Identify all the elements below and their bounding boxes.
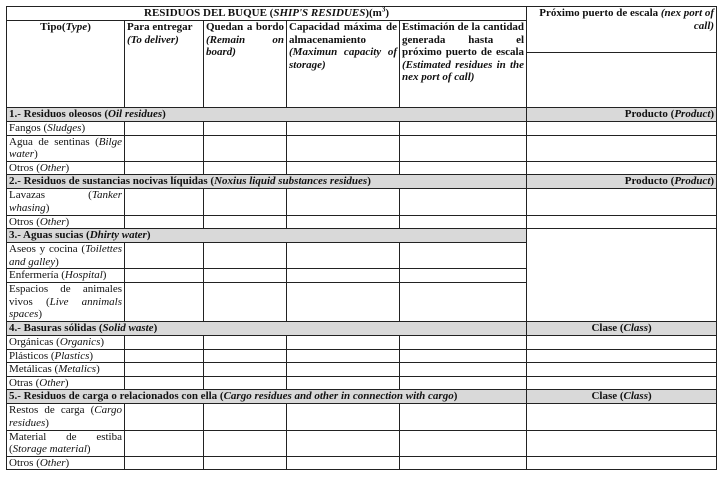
to-deliver-field[interactable] <box>125 243 204 269</box>
capacity-field[interactable] <box>287 349 400 363</box>
section-title: 1.- Residuos oleosos (Oil residues) <box>7 108 527 122</box>
row-label: Orgánicas (Organics) <box>7 335 125 349</box>
row-label: Enfermería (Hospital) <box>7 269 125 283</box>
remain-field[interactable] <box>204 243 287 269</box>
section-title: 3.- Aguas sucias (Dhirty water) <box>7 229 527 243</box>
header-max-capacity: Capacidad máxima de almacenamiento (Maximun capacity of storage) <box>287 21 400 108</box>
section-title: 4.- Basuras sólidas (Solid waste) <box>7 321 527 335</box>
section-dirty-water <box>7 229 717 243</box>
remain-field[interactable] <box>204 335 287 349</box>
residues-form <box>6 6 716 470</box>
table-row <box>7 122 717 136</box>
next-port-field[interactable] <box>527 376 717 390</box>
capacity-field[interactable] <box>287 161 400 175</box>
table-row <box>7 161 717 175</box>
capacity-field[interactable] <box>287 404 400 430</box>
remain-field[interactable] <box>204 282 287 321</box>
section-title: 2.- Residuos de sustancias nocivas líquidas (Noxius liquid substances residues) <box>7 175 527 189</box>
estimate-field[interactable] <box>400 282 527 321</box>
next-port-field[interactable] <box>527 135 717 161</box>
section-side-label: Producto (Product) <box>527 175 717 189</box>
to-deliver-field[interactable] <box>125 135 204 161</box>
next-port-field[interactable] <box>527 189 717 215</box>
section-side-label: Producto (Product) <box>527 108 717 122</box>
to-deliver-field[interactable] <box>125 376 204 390</box>
capacity-field[interactable] <box>287 335 400 349</box>
capacity-field[interactable] <box>287 282 400 321</box>
next-port-field[interactable] <box>527 404 717 430</box>
ship-residues-table <box>6 6 717 470</box>
to-deliver-field[interactable] <box>125 456 204 470</box>
remain-field[interactable] <box>204 430 287 456</box>
next-port-field[interactable] <box>527 456 717 470</box>
estimate-field[interactable] <box>400 215 527 229</box>
next-port-field[interactable] <box>527 335 717 349</box>
remain-field[interactable] <box>204 215 287 229</box>
row-label: Otros (Other) <box>7 161 125 175</box>
next-port-field[interactable] <box>527 215 717 229</box>
remain-field[interactable] <box>204 135 287 161</box>
estimate-field[interactable] <box>400 404 527 430</box>
capacity-field[interactable] <box>287 363 400 377</box>
remain-field[interactable] <box>204 349 287 363</box>
capacity-field[interactable] <box>287 456 400 470</box>
to-deliver-field[interactable] <box>125 189 204 215</box>
next-port-field[interactable] <box>527 430 717 456</box>
remain-field[interactable] <box>204 456 287 470</box>
header-type: Tipo(Type) <box>7 21 125 108</box>
remain-field[interactable] <box>204 122 287 136</box>
remain-field[interactable] <box>204 269 287 283</box>
remain-field[interactable] <box>204 161 287 175</box>
row-label: Aseos y cocina (Toilettes and galley) <box>7 243 125 269</box>
capacity-field[interactable] <box>287 269 400 283</box>
estimate-field[interactable] <box>400 376 527 390</box>
header-remain-on-board: Quedan a bordo (Remain on board) <box>204 21 287 108</box>
estimate-field[interactable] <box>400 135 527 161</box>
next-port-field[interactable] <box>527 363 717 377</box>
table-row <box>7 349 717 363</box>
row-label: Lavazas (Tanker whasing) <box>7 189 125 215</box>
row-label: Agua de sentinas (Bilge water) <box>7 135 125 161</box>
section-oil-residues <box>7 108 717 122</box>
to-deliver-field[interactable] <box>125 335 204 349</box>
table-row <box>7 404 717 430</box>
table-row <box>7 135 717 161</box>
table-row <box>7 363 717 377</box>
section-noxious-liquid <box>7 175 717 189</box>
next-port-field[interactable] <box>527 161 717 175</box>
estimate-field[interactable] <box>400 456 527 470</box>
table-row <box>7 456 717 470</box>
table-row <box>7 335 717 349</box>
section-title: 5.- Residuos de carga o relacionados con ella (Cargo residues and other in connection with cargo) <box>7 390 527 404</box>
table-row <box>7 189 717 215</box>
remain-field[interactable] <box>204 404 287 430</box>
estimate-field[interactable] <box>400 269 527 283</box>
table-title: RESIDUOS DEL BUQUE (SHIP'S $RESIDUES)(m^3)$ <box>7 7 527 21</box>
table-row <box>7 430 717 456</box>
estimate-field[interactable] <box>400 243 527 269</box>
estimate-field[interactable] <box>400 430 527 456</box>
capacity-field[interactable] <box>287 376 400 390</box>
remain-field[interactable] <box>204 363 287 377</box>
to-deliver-field[interactable] <box>125 161 204 175</box>
next-port-field[interactable] <box>527 349 717 363</box>
table-row <box>7 376 717 390</box>
row-label: Fangos (Sludges) <box>7 122 125 136</box>
row-label: Plásticos (Plastics) <box>7 349 125 363</box>
to-deliver-field[interactable] <box>125 215 204 229</box>
capacity-field[interactable] <box>287 122 400 136</box>
row-label: Otras (Other) <box>7 376 125 390</box>
header-estimated: Estimación de la cantidad generada hasta el próximo puerto de escala (Estimated residues in the nex port of call) <box>400 21 527 108</box>
row-label: Otros (Other) <box>7 456 125 470</box>
estimate-field[interactable] <box>400 335 527 349</box>
capacity-field[interactable] <box>287 135 400 161</box>
estimate-field[interactable] <box>400 363 527 377</box>
to-deliver-field[interactable] <box>125 404 204 430</box>
remain-field[interactable] <box>204 376 287 390</box>
estimate-field[interactable] <box>400 349 527 363</box>
capacity-field[interactable] <box>287 189 400 215</box>
row-label: Metálicas (Metalics) <box>7 363 125 377</box>
section-side-label: Clase (Class) <box>527 321 717 335</box>
row-label: Restos de carga (Cargo residues) <box>7 404 125 430</box>
to-deliver-field[interactable] <box>125 269 204 283</box>
table-row <box>7 215 717 229</box>
estimate-field[interactable] <box>400 161 527 175</box>
header-next-port: Próximo puerto de escala (nex port of call) <box>527 7 717 108</box>
to-deliver-field[interactable] <box>125 349 204 363</box>
next-port-field[interactable] <box>527 122 717 136</box>
row-label: Material de estiba (Storage material) <box>7 430 125 456</box>
remain-field[interactable] <box>204 189 287 215</box>
row-label: Otros (Other) <box>7 215 125 229</box>
capacity-field[interactable] <box>287 430 400 456</box>
section-solid-waste <box>7 321 717 335</box>
next-port-field[interactable] <box>527 229 717 322</box>
estimate-field[interactable] <box>400 122 527 136</box>
section-side-label: Clase (Class) <box>527 390 717 404</box>
to-deliver-field[interactable] <box>125 363 204 377</box>
section-cargo-residues <box>7 390 717 404</box>
to-deliver-field[interactable] <box>125 430 204 456</box>
to-deliver-field[interactable] <box>125 282 204 321</box>
to-deliver-field[interactable] <box>125 122 204 136</box>
capacity-field[interactable] <box>287 243 400 269</box>
capacity-field[interactable] <box>287 215 400 229</box>
row-label: Espacios de animales vivos (Live annimals spaces) <box>7 282 125 321</box>
title-row <box>7 7 717 21</box>
estimate-field[interactable] <box>400 189 527 215</box>
header-to-deliver: Para entregar (To deliver) <box>125 21 204 108</box>
